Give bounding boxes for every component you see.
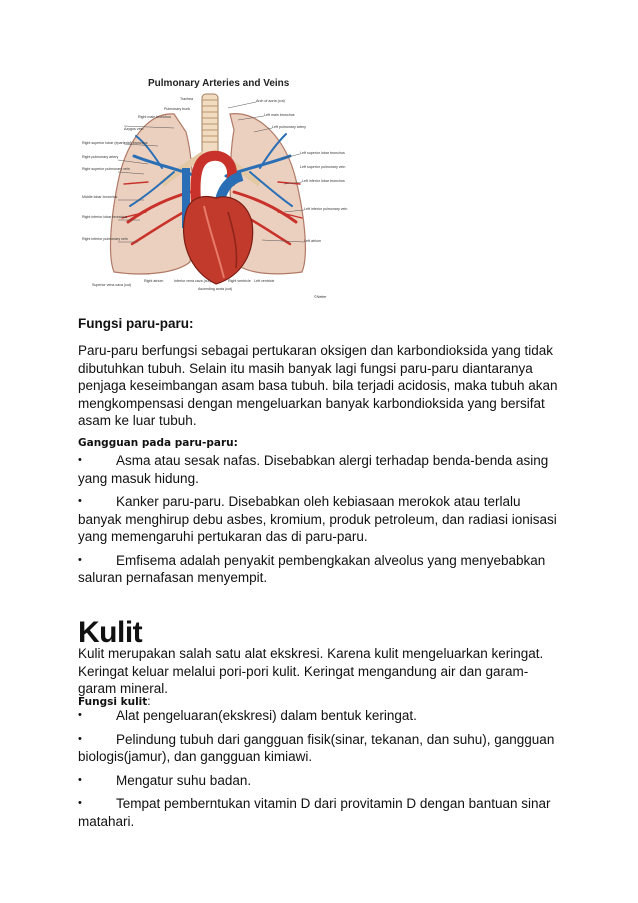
label-right-superior-pulmonary-vein: Right superior pulmonary vein bbox=[82, 167, 130, 171]
bullet-icon: • bbox=[78, 797, 82, 809]
list-item bbox=[78, 452, 568, 487]
sub-heading-fungsi-kulit: Fungsi kulit bbox=[78, 696, 148, 708]
paragraph-line: Keringat keluar melalui pori-pori kulit. Keringat mengandung air dan garam- bbox=[78, 663, 529, 679]
label-right-inferior-pulmonary-vein: Right inferior pulmonary vein bbox=[82, 237, 128, 241]
list-item bbox=[78, 772, 568, 790]
label-arch-of-aorta: Arch of aorta (cut) bbox=[256, 99, 285, 103]
label-left-pulmonary-artery: Left pulmonary artery bbox=[272, 125, 306, 129]
list-item-text: matahari. bbox=[78, 813, 135, 829]
label-right-ventricle: Right ventricle bbox=[228, 279, 251, 283]
sub-heading-colon: : bbox=[147, 694, 151, 708]
list-item-text: Pelindung tubuh dari gangguan fisik(sinar, tekanan, dan suhu), gangguan bbox=[116, 731, 555, 747]
label-middle-lobar-bronchus: Middle lobar bronchus bbox=[82, 195, 118, 199]
gangguan-list bbox=[78, 452, 568, 587]
label-right-main-bronchus: Right main bronchus bbox=[138, 115, 171, 119]
label-right-inferior-lobar-bronchus: Right inferior lobar bronchus bbox=[82, 215, 128, 219]
lung-anatomy-illustration bbox=[78, 72, 354, 304]
label-trachea: Trachea bbox=[180, 97, 194, 101]
figure-title: Pulmonary Arteries and Veins bbox=[148, 78, 290, 89]
label-left-inferior-pulmonary-vein: Left inferior pulmonary vein bbox=[304, 207, 348, 211]
label-right-pulmonary-artery: Right pulmonary artery bbox=[82, 155, 119, 159]
label-pulmonary-trunk: Pulmonary trunk bbox=[164, 107, 191, 111]
list-item bbox=[78, 493, 568, 546]
label-ascending-aorta: Ascending aorta (cut) bbox=[198, 287, 233, 291]
list-item-text: biologis(jamur), dan gangguan kimiawi. bbox=[78, 749, 313, 764]
bullet-icon: • bbox=[78, 732, 82, 745]
section-heading-gangguan-paru: Gangguan pada paru-paru: bbox=[78, 437, 238, 449]
list-item-text: Kanker paru-paru. Disebabkan oleh kebiasaan merokok atau terlalu bbox=[116, 494, 521, 509]
paragraph-line: asam ke luar tubuh. bbox=[78, 413, 197, 428]
list-item bbox=[78, 731, 568, 766]
label-left-atrium: Left atrium bbox=[304, 239, 321, 243]
paragraph-kulit bbox=[78, 645, 568, 698]
paragraph-line: Paru-paru berfungsi sebagai pertukaran oksigen dan karbondioksida yang tidak bbox=[78, 343, 554, 358]
paragraph-line: Kulit merupakan salah satu alat ekskresi. Karena kulit mengeluarkan keringat. bbox=[78, 646, 544, 661]
paragraph-line: dibutuhkan tubuh. Selain itu masih banyak lagi fungsi paru-paru diantaranya bbox=[78, 360, 533, 376]
lung-anatomy-figure bbox=[78, 72, 354, 304]
label-azygos-vein: Azygos vein bbox=[124, 127, 144, 131]
list-item-text: saluran pernafasan menyempit. bbox=[78, 570, 268, 585]
list-item-text: yang memengaruhi pertukaran das di paru-paru. bbox=[78, 529, 368, 544]
bullet-icon: • bbox=[78, 553, 82, 566]
label-left-superior-pulmonary-vein: Left superior pulmonary vein bbox=[300, 165, 346, 169]
paragraph-line: garam mineral. bbox=[78, 681, 169, 696]
figure-signature: ©Netter bbox=[314, 295, 327, 299]
label-left-ventricle: Left ventricle bbox=[254, 279, 275, 283]
list-item-text: yang masuk hidung. bbox=[78, 470, 199, 486]
list-item bbox=[78, 552, 568, 587]
label-left-superior-lobar-bronchus: Left superior lobar bronchus bbox=[300, 151, 345, 155]
list-item-text: Alat pengeluaran(ekskresi) dalam bentuk keringat. bbox=[116, 708, 417, 723]
label-left-inferior-lobar-bronchus: Left inferior lobar bronchus bbox=[302, 179, 345, 183]
list-item-text: Tempat pemberntukan vitamin D dari provitamin D dengan bantuan sinar bbox=[116, 796, 551, 811]
label-right-atrium: Right atrium bbox=[144, 279, 164, 283]
list-item-text: banyak menghirup debu asbes, kromium, produk petroleum, dan radiasi ionisasi bbox=[78, 511, 557, 527]
paragraph-line: penjaga keseimbangan asam basa tubuh. bila terjadi acidosis, maka tubuh akan bbox=[78, 378, 558, 393]
label-right-superior-lobar-bronchus: Right superior lobar (eparterial) bronchus bbox=[82, 141, 148, 145]
bullet-icon: • bbox=[78, 454, 82, 466]
label-left-main-bronchus: Left main bronchus bbox=[264, 113, 295, 117]
list-item-text: Emfisema adalah penyakit pembengkakan alveolus yang menyebabkan bbox=[116, 552, 546, 568]
label-superior-vena-cava: Superior vena cava (cut) bbox=[92, 283, 132, 287]
heart-shape bbox=[184, 197, 253, 284]
bullet-icon: • bbox=[78, 495, 82, 507]
list-item-text: Mengatur suhu badan. bbox=[116, 772, 252, 788]
label-inferior-vena-cava: Inferior vena cava (cut) bbox=[174, 279, 211, 283]
list-item bbox=[78, 707, 568, 725]
list-item bbox=[78, 795, 568, 830]
paragraph-line: mengkompensasi dengan mengeluarkan banyak karbondioksida yang bersifat bbox=[78, 395, 545, 411]
bullet-icon: • bbox=[78, 773, 82, 786]
trachea-shape bbox=[202, 94, 218, 156]
bullet-icon: • bbox=[78, 709, 82, 721]
paragraph-fungsi-paru bbox=[78, 342, 568, 430]
section-heading-kulit: Kulit bbox=[78, 616, 143, 649]
list-item-text: Asma atau sesak nafas. Disebabkan alergi terhadap benda-benda asing bbox=[116, 453, 549, 468]
fungsi-kulit-list bbox=[78, 707, 568, 830]
section-heading-fungsi-paru: Fungsi paru-paru: bbox=[78, 316, 194, 331]
